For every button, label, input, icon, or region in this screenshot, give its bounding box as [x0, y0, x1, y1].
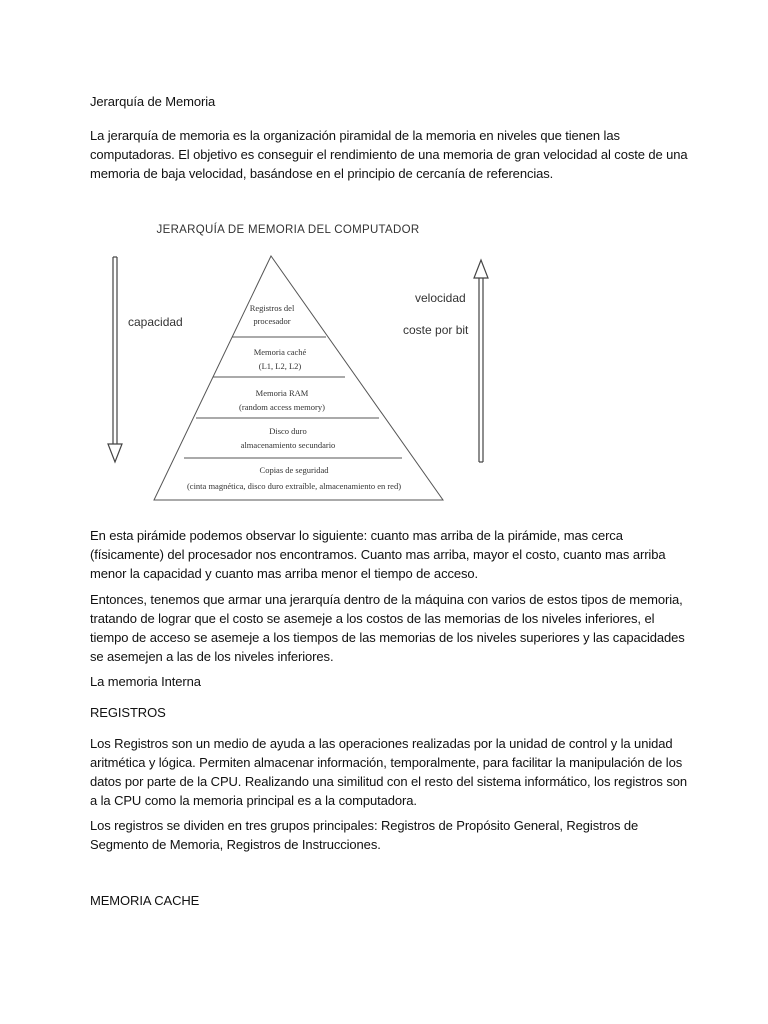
hierarchy-goal-paragraph: Entonces, tenemos que armar una jerarquía dentro de la máquina con varios de estos tipos de memoria, tratando de lograr que el costo se asemeje a los costos de las memorias de los niveles inferiores, el tiempo de acceso se asemeje a los tiempos de las memorias de los niveles superiores y las capacidades se asemejen a las de los niveles inferiores.: [90, 592, 685, 664]
svg-text:(cinta magnética, disco duro e: (cinta magnética, disco duro extraíble, almacenamiento en red): [186, 481, 402, 491]
cost-per-bit-label: coste por bit: [403, 323, 469, 337]
speed-label: velocidad: [415, 291, 466, 305]
cache-memory-heading: MEMORIA CACHE: [90, 893, 200, 908]
pyramid-outline: [154, 256, 443, 500]
memory-hierarchy-pyramid: [96, 212, 516, 512]
registers-heading: REGISTROS: [90, 705, 166, 720]
svg-text:almacenamiento secundario: almacenamiento secundario: [240, 440, 336, 450]
memory-hierarchy-figure: [96, 212, 516, 512]
capacity-label: capacidad: [128, 315, 183, 329]
capacity-down-arrow: [108, 257, 122, 462]
speed-up-arrow: [474, 260, 488, 462]
figure-title: JERARQUÍA DE MEMORIA DEL COMPUTADOR: [156, 224, 420, 236]
svg-text:Memoria caché: Memoria caché: [253, 347, 307, 357]
internal-memory-heading: La memoria Interna: [90, 674, 201, 689]
svg-text:(L1, L2, L2): (L1, L2, L2): [258, 361, 302, 371]
svg-text:(random access memory): (random access memory): [239, 402, 325, 412]
intro-paragraph: La jerarquía de memoria es la organización piramidal de la memoria en niveles que tienen las computadoras. El objetivo es conseguir el rendimiento de una memoria de gran velocidad al coste de una memoria de baja velocidad, basándose en el principio de cercanía de referencias.: [90, 128, 688, 181]
document-heading: Jerarquía de Memoria: [90, 94, 216, 109]
svg-text:Copias de seguridad: Copias de seguridad: [259, 465, 329, 475]
svg-text:procesador: procesador: [253, 316, 291, 326]
svg-text:Registros del: Registros del: [249, 303, 295, 313]
register-groups-paragraph: Los registros se dividen en tres grupos principales: Registros de Propósito General, Registros de Segmento de Memoria, Registros de Instrucciones.: [90, 818, 639, 852]
svg-text:Memoria RAM: Memoria RAM: [255, 388, 309, 398]
observation-paragraph: En esta pirámide podemos observar lo siguiente: cuanto mas arriba de la pirámide, mas cerca (físicamente) del procesador nos encontramos. Cuanto mas arriba, mayor el costo, cuanto mas arriba menor la capacidad y cuanto mas arriba menor el tiempo de acceso.: [90, 528, 666, 581]
svg-text:Disco duro: Disco duro: [269, 426, 307, 436]
registers-paragraph: Los Registros son un medio de ayuda a las operaciones realizadas por la unidad de control y la unidad aritmética y lógica. Permiten almacenar información, temporalmente, para facilitar la manipulación de los datos por parte de la CPU. Realizando una similitud con el resto del sistema informático, los registros son a la CPU como la memoria principal es a la computadora.: [90, 736, 687, 808]
